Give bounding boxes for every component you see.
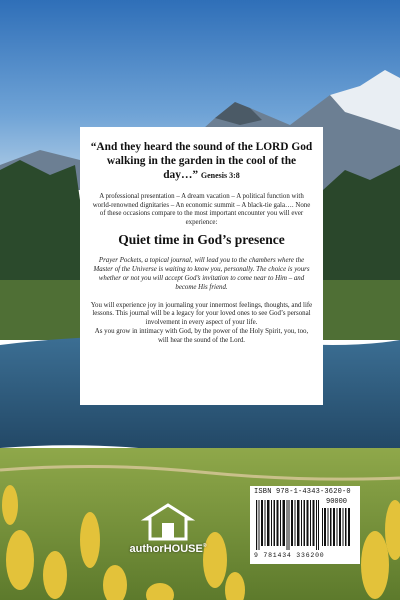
barcode-number: 9 781434 336200 (254, 552, 325, 559)
paragraph-2: As you grow in intimacy with God, by the power of the Holy Spirit, you, too, will hear the sound of the Lord. (94, 327, 309, 344)
closing-paragraphs (90, 302, 313, 346)
quote-reference: Genesis 3:8 (200, 171, 240, 180)
paragraph-1: You will experience joy in journaling your innermost feelings, thoughts, and life lessons. This journal will be a legacy for your loved ones to see God’s personal involvement in every aspect of your life. (90, 301, 313, 327)
isbn-text: ISBN 978-1-4343-3620-0 (254, 488, 351, 496)
publisher-logo (128, 503, 208, 563)
back-cover-text-panel (80, 127, 323, 405)
scripture-quote (90, 140, 313, 183)
price-code: 90000 (326, 498, 348, 506)
publisher-house-icon (128, 503, 208, 543)
italic-paragraph: Prayer Pockets, a topical journal, will lead you to the chambers where the Master of the Universe is waiting to know you, personally. The choice is yours whether or not you will accept God’s invitation to come near to Him – and become His friend. (93, 257, 310, 291)
left-forest (0, 160, 80, 300)
quote-text: “And they heard the sound of the LORD God walking in the garden in the cool of the day…” (90, 141, 313, 181)
headline: Quiet time in God’s presence (118, 232, 285, 248)
publisher-name: authorHOUSE® (129, 543, 207, 555)
intro-paragraph: A professional presentation – A dream vacation – A political function with world-renowned dignitaries – An economic summit – A black-tie gala…. None of these occasions compare to the most important encounter you will ever experience: (92, 193, 311, 226)
isbn-barcode (250, 486, 360, 564)
